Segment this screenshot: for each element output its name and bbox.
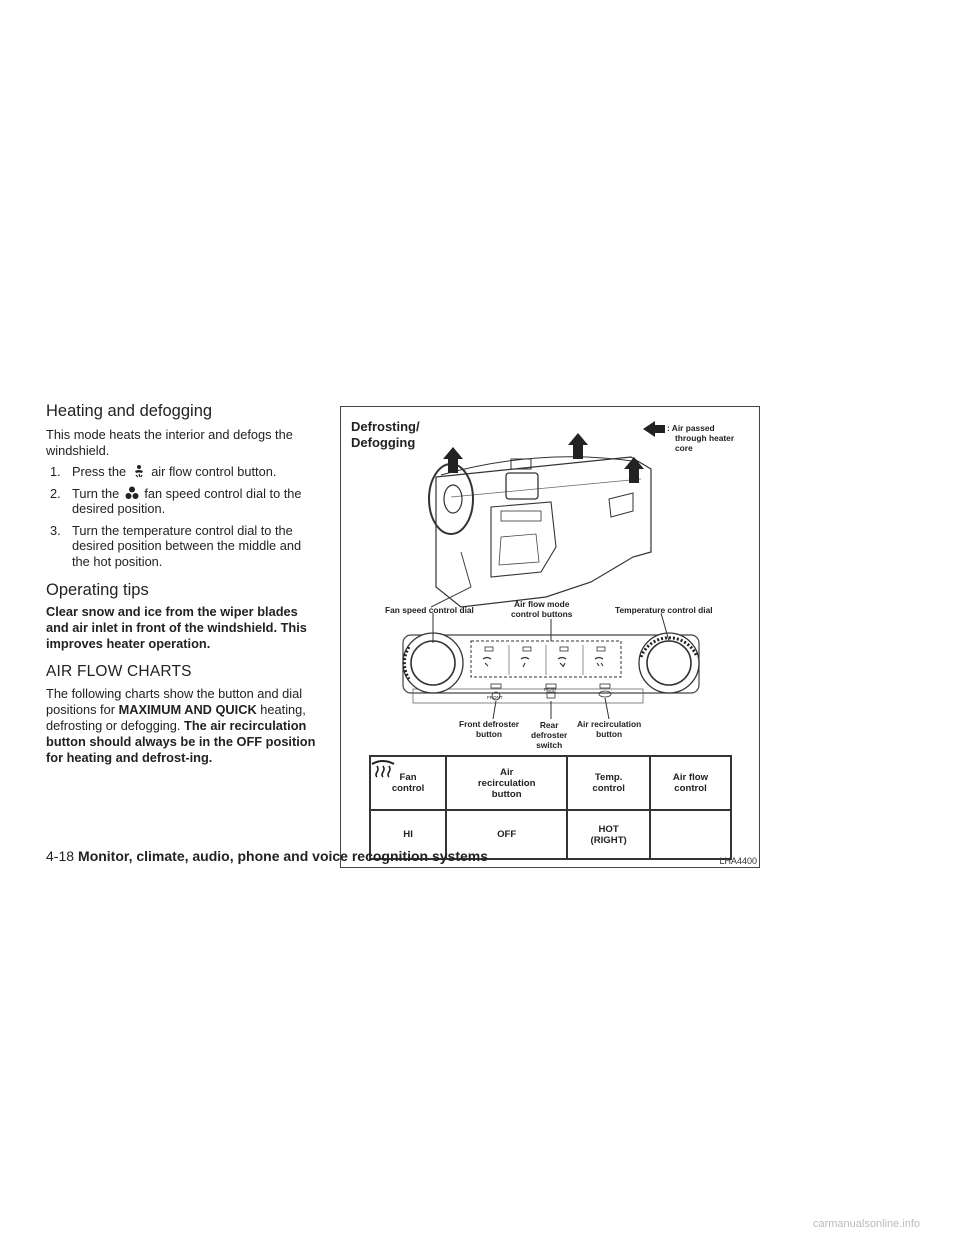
header-temp: Temp. control bbox=[567, 756, 650, 810]
legend-text: : Air passed through heater core bbox=[667, 423, 735, 453]
page-number: 4-18 bbox=[46, 848, 75, 864]
front-defroster-label: Front defroster button bbox=[459, 719, 520, 739]
cell-temp: HOT (RIGHT) bbox=[567, 810, 650, 859]
header-airflow: Air flow control bbox=[650, 756, 731, 810]
fan-icon bbox=[125, 486, 139, 500]
text-column bbox=[46, 402, 322, 766]
section-title: Monitor, climate, audio, phone and voice recognition systems bbox=[78, 848, 488, 864]
air-flow-defrost-icon bbox=[132, 464, 146, 478]
air-flow-chart-table bbox=[369, 755, 732, 860]
heating-intro: This mode heats the interior and defogs the windshield. bbox=[46, 427, 293, 458]
table-header-row bbox=[370, 756, 731, 810]
header-recirculation: Air recirculation button bbox=[446, 756, 567, 810]
rear-button-text: REAR bbox=[544, 687, 557, 692]
cell-fan: HI bbox=[370, 810, 446, 859]
cell-recirculation: OFF bbox=[446, 810, 567, 859]
fan-dial-label: Fan speed control dial bbox=[385, 605, 474, 615]
watermark: carmanualsonline.info bbox=[812, 1218, 920, 1230]
heating-title: Heating and defogging bbox=[46, 402, 213, 420]
tips-text: Clear snow and ice from the wiper blades and air inlet in front of the windshield. This improves heater operation. bbox=[46, 604, 307, 651]
front-button-text: FRONT bbox=[487, 695, 503, 700]
step-1: 1. Press the air flow control button. bbox=[50, 464, 277, 479]
step-2: 2. Turn the fan speed control dial to the desired position. bbox=[50, 485, 302, 516]
temp-dial-label: Temperature control dial bbox=[615, 605, 713, 615]
recirculation-label: Air recirculation button bbox=[577, 719, 642, 739]
step-3: 3. Turn the temperature control dial to the desired position between the middle and the hot position. bbox=[50, 522, 302, 569]
heating-steps bbox=[46, 464, 322, 569]
figure-code: LHA4400 bbox=[719, 856, 757, 866]
figure-title: Defrosting/ Defogging bbox=[351, 419, 420, 450]
defrost-figure bbox=[340, 406, 760, 868]
rear-defroster-label: Rear defroster switch bbox=[531, 720, 568, 750]
front-defrost-icon bbox=[370, 756, 396, 778]
charts-title: AIR FLOW CHARTS bbox=[46, 663, 192, 680]
header-fan: Fan control bbox=[370, 756, 446, 810]
cell-airflow bbox=[650, 810, 731, 859]
page-footer bbox=[46, 848, 488, 864]
tips-title: Operating tips bbox=[46, 581, 149, 599]
charts-text: The following charts show the button and dial positions for MAXIMUM AND QUICK heating, defrosting or defogging. The air recirculation button should always be in the OFF position for heating and defrost-ing. bbox=[46, 686, 316, 765]
mode-buttons-label: Air flow mode control buttons bbox=[511, 599, 573, 619]
